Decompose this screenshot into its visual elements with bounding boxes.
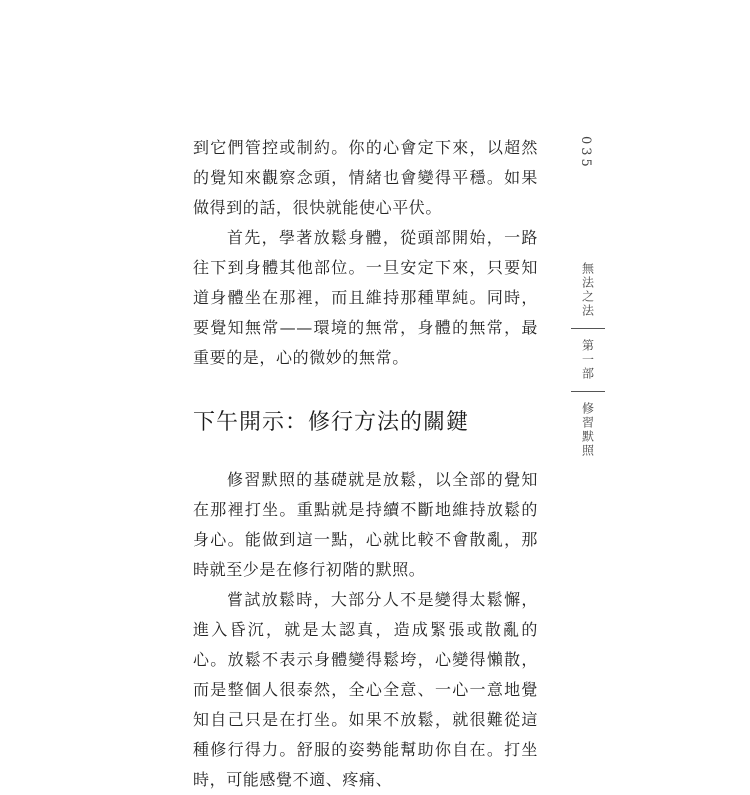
paragraph-4: 嘗試放鬆時，大部分人不是變得太鬆懈，進入昏沉，就是太認真，造成緊張或散亂的心。放鬆不表示身體變得鬆垮，心變得懶散，而是整個人很泰然，全心全意、一心一意地覺知自己只是在打坐。如果不放鬆，就很難從這種修行得力。舒服的姿勢能幫助你自在。打坐時，可能感覺不適、疼痛、 bbox=[193, 590, 538, 789]
running-head bbox=[570, 262, 606, 458]
body-text-column bbox=[193, 133, 538, 795]
running-head-section: 修習默照 bbox=[580, 402, 595, 458]
running-head-part: 第一部 bbox=[580, 339, 595, 381]
running-head-divider bbox=[571, 328, 605, 329]
page-number: 035 bbox=[578, 136, 593, 170]
paragraph-3: 修習默照的基礎就是放鬆，以全部的覺知在那裡打坐。重點就是持續不斷地維持放鬆的身心。能做到這一點，心就比較不會散亂，那時就至少是在修行初階的默照。 bbox=[193, 470, 538, 579]
running-head-book-title: 無法之法 bbox=[580, 262, 595, 318]
section-heading: 下午開示：修行方法的關鍵 bbox=[193, 410, 470, 435]
paragraph-2: 首先，學著放鬆身體，從頭部開始，一路往下到身體其他部位。一旦安定下來，只要知道身體坐在那裡，而且維持那種單純。同時，要覺知無常——環境的無常，身體的無常，最重要的是，心的微妙的無常。 bbox=[193, 228, 538, 367]
running-head-divider bbox=[571, 391, 605, 392]
paragraph-1: 到它們管控或制約。你的心會定下來，以超然的覺知來觀察念頭，情緒也會變得平穩。如果做得到的話，很快就能使心平伏。 bbox=[193, 138, 538, 217]
